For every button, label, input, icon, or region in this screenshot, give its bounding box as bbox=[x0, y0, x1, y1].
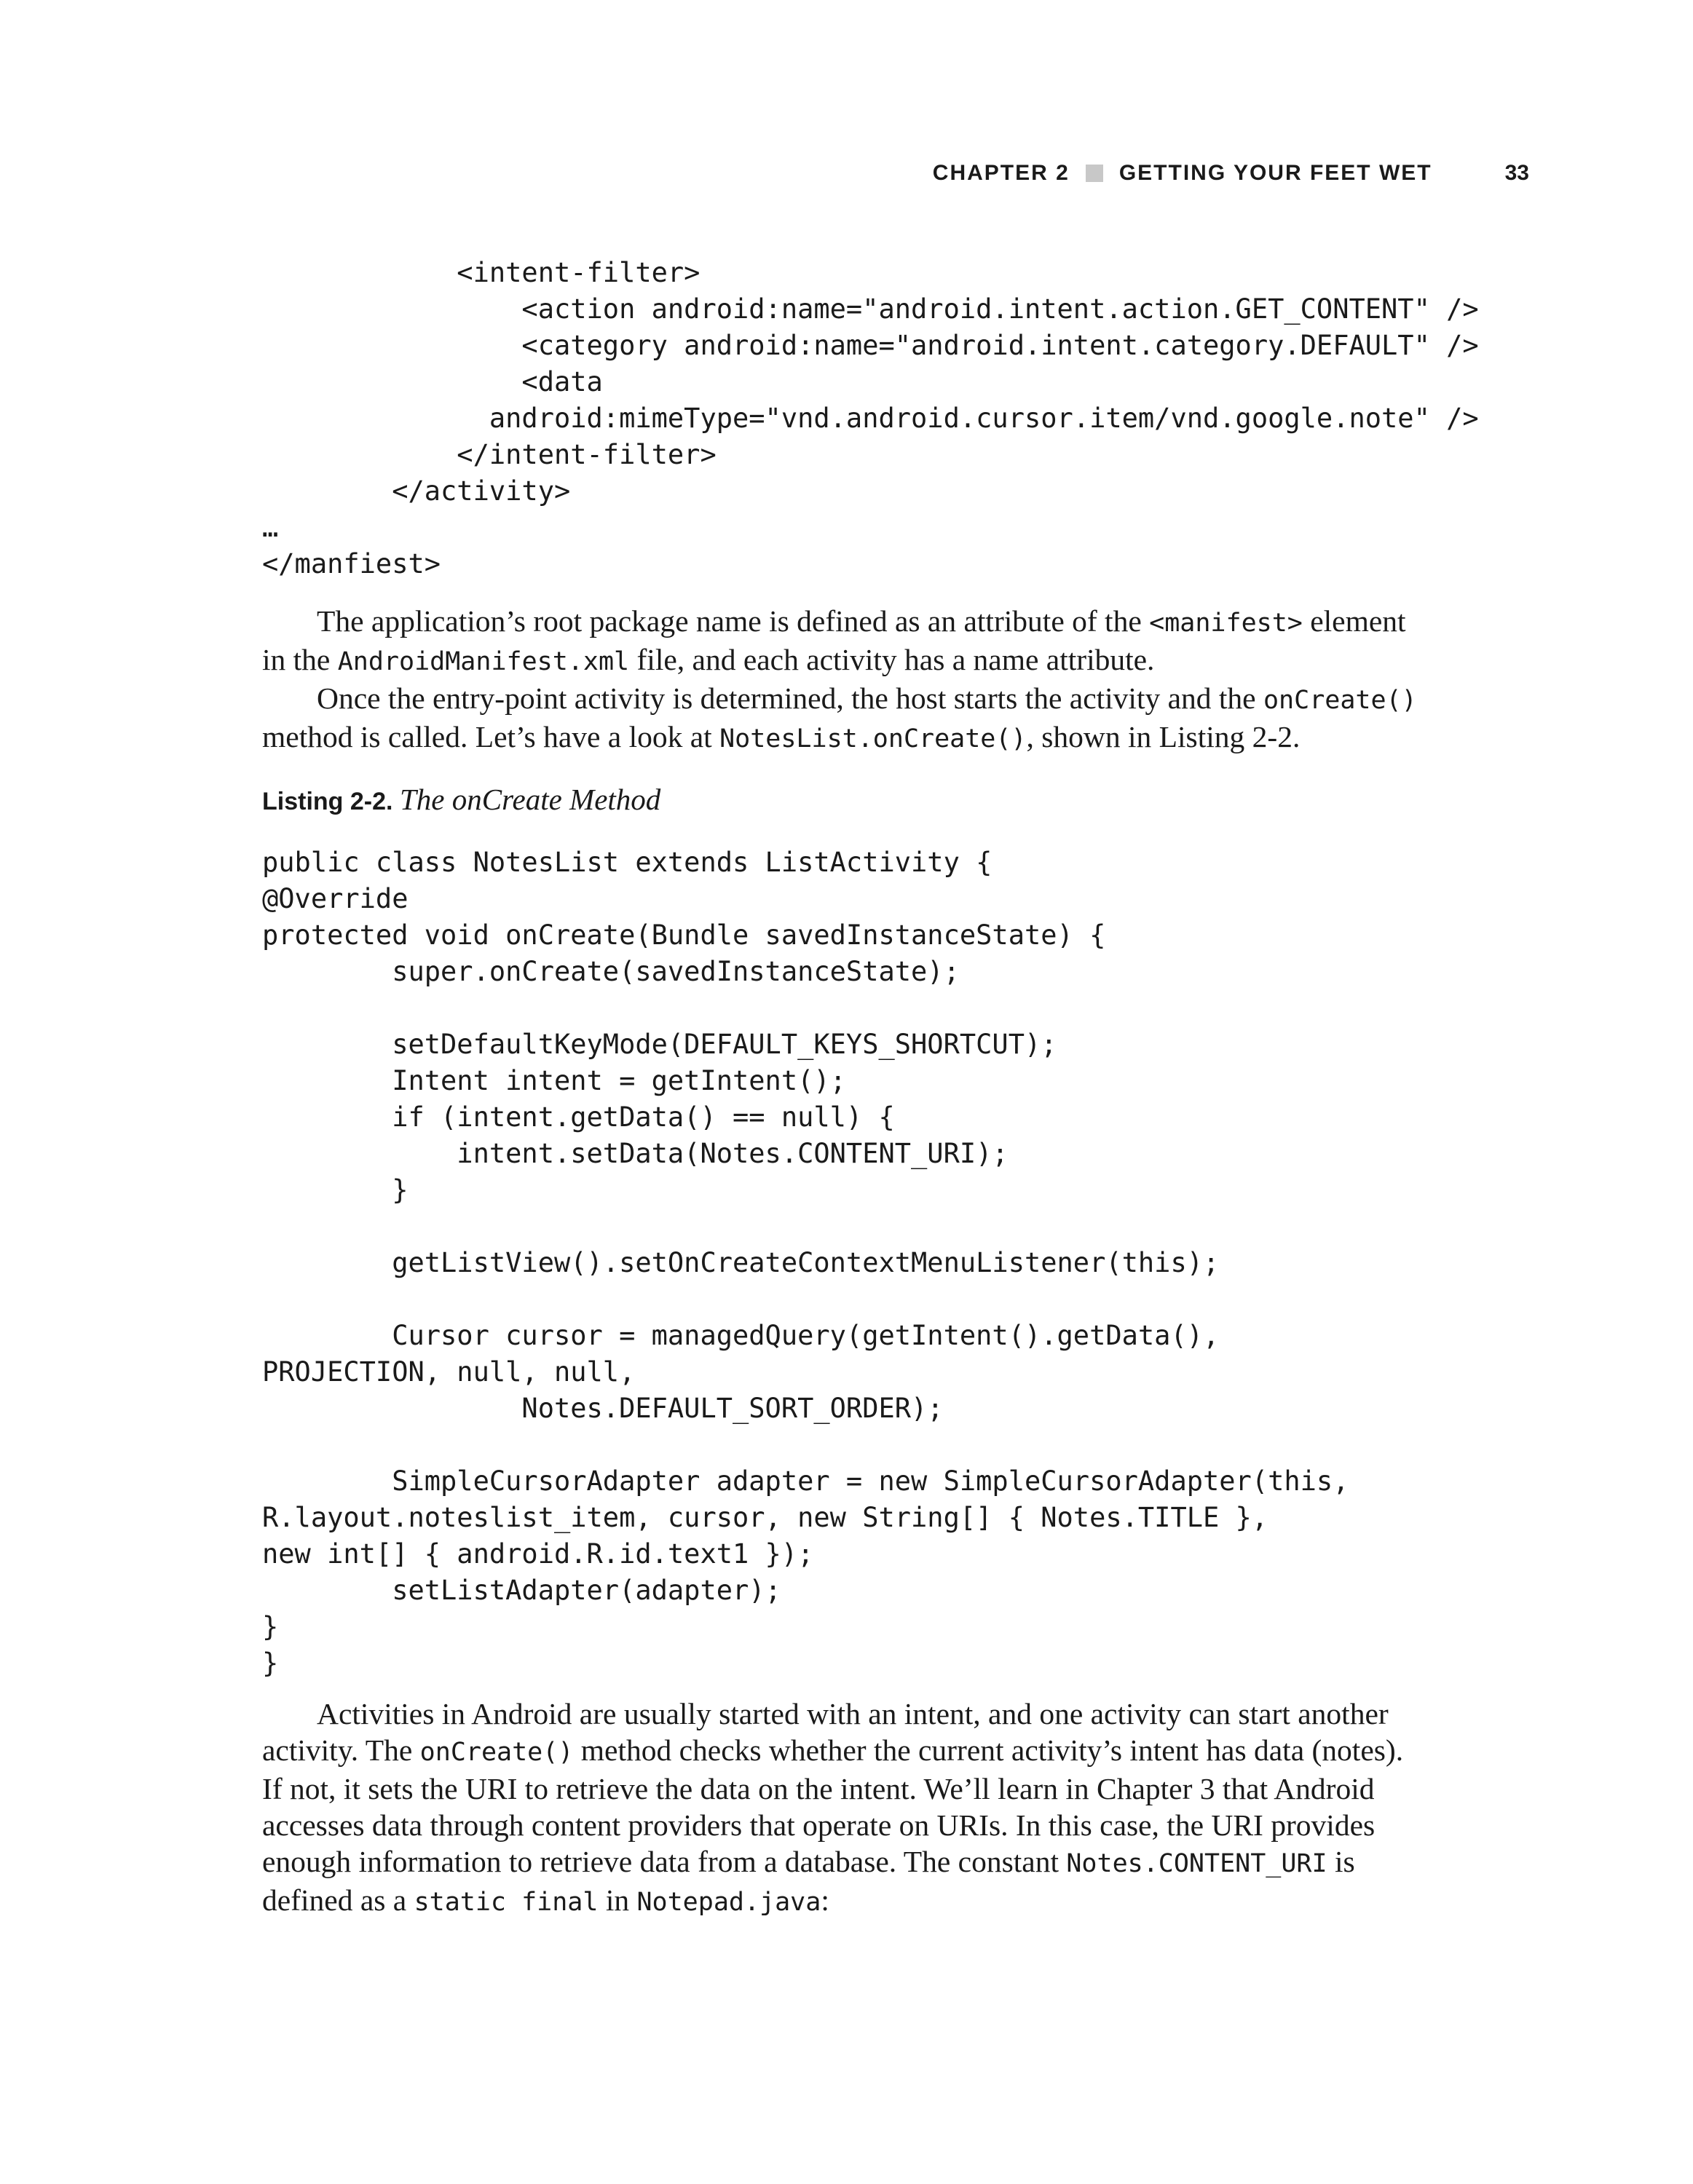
listing-title: The onCreate Method bbox=[399, 783, 661, 816]
body-text-1 bbox=[262, 603, 1427, 757]
code-line: new int[] { android.R.id.text1 }); bbox=[262, 1538, 814, 1570]
code-line: <category android:name="android.intent.category.DEFAULT" /> bbox=[262, 330, 1479, 361]
listing-label: Listing 2-2. bbox=[262, 788, 393, 815]
code-line: </manfiest> bbox=[262, 548, 441, 579]
code-line: setListAdapter(adapter); bbox=[262, 1575, 781, 1606]
code-line: public class NotesList extends ListActivity { bbox=[262, 847, 992, 878]
code-line: R.layout.noteslist_item, cursor, new String[] { Notes.TITLE }, bbox=[262, 1502, 1268, 1533]
code-block-manifest bbox=[262, 255, 1479, 582]
paragraph-entry-point: Once the entry-point activity is determined, the host starts the activity and the onCreate() method is called. Let’s have a look at NotesList.onCreate(), shown in Listing 2-2. bbox=[262, 681, 1417, 753]
code-line: getListView().setOnCreateContextMenuListener(this); bbox=[262, 1247, 1220, 1278]
code-line: SimpleCursorAdapter adapter = new SimpleCursorAdapter(this, bbox=[262, 1465, 1349, 1497]
listing-caption bbox=[262, 781, 660, 820]
code-line: <action android:name="android.intent.action.GET_CONTENT" /> bbox=[262, 293, 1479, 325]
paragraph-root-package: The application’s root package name is defined as an attribute of the <manifest> element in the AndroidManifest.xml file, and each activity has a name attribute. bbox=[262, 604, 1406, 676]
chapter-title: GETTING YOUR FEET WET bbox=[1118, 161, 1432, 185]
code-line bbox=[262, 1427, 1349, 1463]
code-line: Intent intent = getIntent(); bbox=[262, 1065, 846, 1096]
code-line: } bbox=[262, 1647, 279, 1679]
code-line: Cursor cursor = managedQuery(getIntent().getData(), bbox=[262, 1320, 1220, 1351]
code-line: intent.setData(Notes.CONTENT_URI); bbox=[262, 1138, 1009, 1169]
chapter-label: CHAPTER 2 bbox=[932, 161, 1070, 185]
code-line: android:mimeType="vnd.android.cursor.item/vnd.google.note" /> bbox=[262, 403, 1479, 434]
page-number: 33 bbox=[1504, 161, 1529, 185]
code-line: super.onCreate(savedInstanceState); bbox=[262, 956, 960, 987]
code-line: } bbox=[262, 1611, 279, 1642]
code-line bbox=[262, 1208, 1349, 1245]
code-line: <intent-filter> bbox=[262, 257, 701, 288]
code-line: @Override bbox=[262, 883, 409, 914]
paragraph-activities-intent: Activities in Android are usually started with an intent, and one activity can start another activity. The onCreate() method checks whether the current activity’s intent has data (notes). If not, it sets the URI to retrieve the data on the intent. We’ll learn in Chapter 3 that Android accesses data through content providers that operate on URIs. In this case, the URI provides enough information to retrieve data from a database. The constant Notes.CONTENT_URI is defined as a static final in Notepad.java: bbox=[262, 1697, 1404, 1917]
code-line: Notes.DEFAULT_SORT_ORDER); bbox=[262, 1393, 944, 1424]
code-line: if (intent.getData() == null) { bbox=[262, 1101, 895, 1133]
code-line: PROJECTION, null, null, bbox=[262, 1356, 636, 1388]
header-separator-square bbox=[1086, 165, 1103, 182]
code-line: setDefaultKeyMode(DEFAULT_KEYS_SHORTCUT); bbox=[262, 1029, 1057, 1060]
code-line: </activity> bbox=[262, 475, 571, 507]
code-line: <data bbox=[262, 366, 603, 397]
code-line: </intent-filter> bbox=[262, 439, 717, 470]
code-line bbox=[262, 1281, 1349, 1318]
body-text-2 bbox=[262, 1696, 1427, 1920]
code-line bbox=[262, 990, 1349, 1026]
code-line: } bbox=[262, 1174, 409, 1206]
code-line: … bbox=[262, 512, 279, 543]
running-header bbox=[801, 159, 1529, 188]
code-block-oncreate bbox=[262, 844, 1349, 1682]
code-line: protected void onCreate(Bundle savedInstanceState) { bbox=[262, 919, 1106, 951]
